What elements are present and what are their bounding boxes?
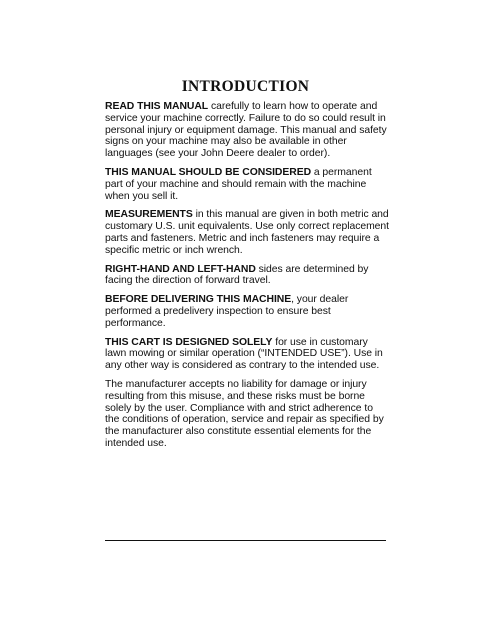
paragraph-intended-use bbox=[105, 337, 389, 372]
paragraph-lead: READ THIS MANUAL bbox=[105, 101, 209, 112]
paragraph-lead: THIS CART IS DESIGNED SOLELY bbox=[105, 336, 273, 348]
paragraph-read-manual bbox=[105, 101, 389, 160]
paragraph-text: for use in customary lawn mowing or similar operation (“INTENDED USE”). Use in any other way is considered as contrary to the intended use. bbox=[105, 336, 383, 372]
footer-divider bbox=[105, 540, 386, 541]
paragraph-lead: BEFORE DELIVERING THIS MACHINE bbox=[105, 294, 292, 306]
paragraph-lead: THIS MANUAL SHOULD BE CONSIDERED bbox=[105, 166, 312, 178]
paragraph-text: carefully to learn how to operate and service your machine correctly. Failure to do so could result in personal injury or equipment damage. This manual and safety signs on your machine may also be available in other languages (see your John Deere dealer to order). bbox=[105, 101, 387, 160]
paragraph-measurements bbox=[105, 209, 389, 256]
paragraph-text: a permanent part of your machine and should remain with the machine when you sell it. bbox=[105, 166, 372, 202]
paragraph-right-left-hand bbox=[105, 264, 389, 288]
paragraph-before-delivering bbox=[105, 294, 389, 329]
paragraph-lead: MEASUREMENTS bbox=[105, 209, 193, 221]
paragraph-lead: RIGHT-HAND AND LEFT-HAND bbox=[105, 263, 256, 275]
paragraph-text: sides are determined by facing the direction of forward travel. bbox=[105, 263, 369, 287]
page-title: INTRODUCTION bbox=[181, 78, 310, 95]
paragraph-manual-permanent bbox=[105, 167, 389, 202]
paragraph-text: in this manual are given in both metric and customary U.S. unit equivalents. Use only correct replacement parts and fasteners. Metric and inch fasteners may require a specific metric or inch wrench. bbox=[105, 209, 389, 256]
body-text bbox=[105, 101, 389, 457]
paragraph-liability bbox=[105, 379, 389, 450]
paragraph-text: The manufacturer accepts no liability for damage or injury resulting from this misuse, and these risks must be borne solely by the user. Compliance with and strict adherence to the conditions of operation, service and repair as specified by the manufacturer also constitute essential elements for the intended use. bbox=[105, 378, 384, 449]
paragraph-text: , your dealer performed a predelivery inspection to ensure best performance. bbox=[105, 294, 349, 329]
